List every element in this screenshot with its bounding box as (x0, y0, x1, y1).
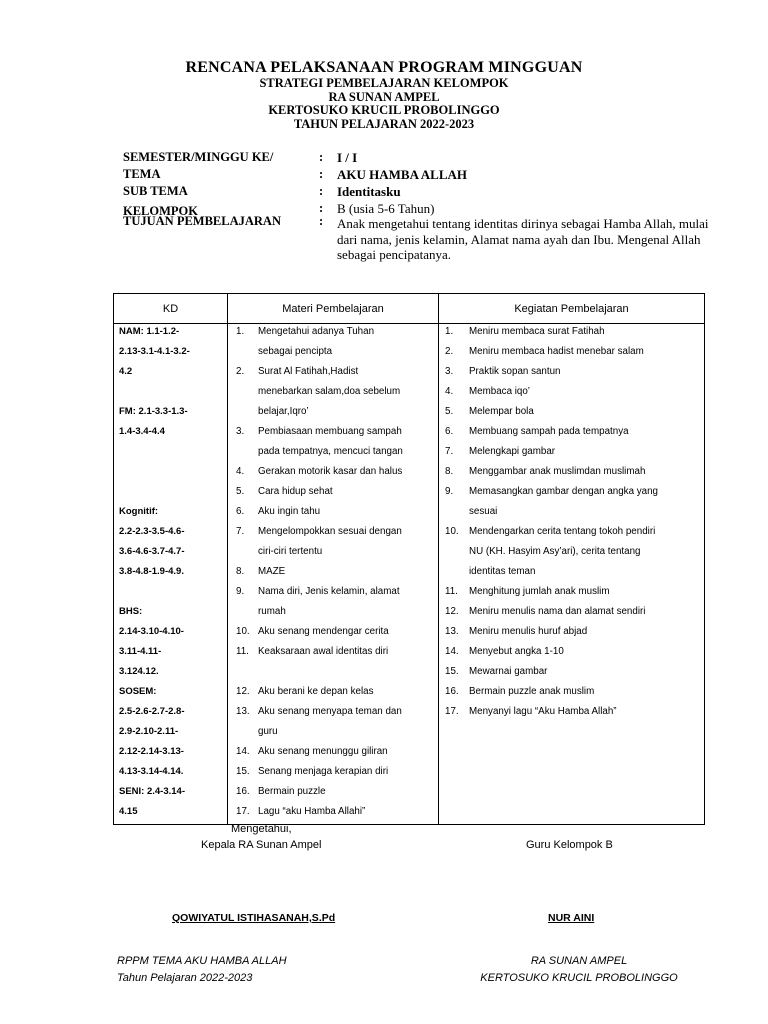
kegiatan-text: Membuang sampah pada tempatnya (469, 426, 629, 437)
header-kegiatan: Kegiatan Pembelajaran (439, 294, 705, 324)
kegiatan-number: 13. (445, 626, 459, 637)
materi-item (228, 724, 438, 744)
kd-line (114, 464, 227, 484)
kd-line: Kognitif: (119, 506, 159, 517)
kegiatan-item (439, 324, 704, 344)
materi-text: pada tempatnya, mencuci tangan (258, 446, 403, 457)
kd-line (114, 384, 227, 404)
kepala-title: Kepala RA Sunan Ampel (201, 839, 322, 851)
materi-item (228, 584, 438, 604)
footer-left-line-1: RPPM TEMA AKU HAMBA ALLAH (117, 955, 287, 967)
kd-line (114, 484, 227, 504)
materi-text: Aku ingin tahu (258, 506, 321, 517)
kegiatan-item (439, 564, 704, 584)
kegiatan-item (439, 504, 704, 524)
kd-line: 3.6-4.6-3.7-4.7- (119, 546, 185, 557)
kegiatan-item (439, 464, 704, 484)
materi-number: 16. (236, 786, 250, 797)
footer-right (480, 953, 678, 987)
kegiatan-item (439, 444, 704, 464)
kegiatan-item (439, 704, 704, 724)
footer-left (117, 953, 287, 987)
kegiatan-item (439, 544, 704, 564)
materi-item (228, 704, 438, 724)
kegiatan-item (439, 624, 704, 644)
kegiatan-number: 4. (445, 386, 454, 397)
kegiatan-item (439, 384, 704, 404)
tujuan-label: TUJUAN PEMBELAJARAN (123, 214, 281, 228)
kegiatan-text: Melempar bola (469, 406, 534, 417)
kelompok-value: B (usia 5-6 Tahun) (337, 201, 435, 216)
header-line-4: KERTOSUKO KRUCIL PROBOLINGGO (268, 103, 500, 117)
materi-item (228, 784, 438, 804)
kegiatan-text: Menyebut angka 1-10 (469, 646, 564, 657)
materi-item (228, 624, 438, 644)
materi-item (228, 644, 438, 664)
kegiatan-text: Meniru membaca surat Fatihah (469, 326, 605, 337)
kegiatan-number: 7. (445, 446, 454, 457)
materi-cell (228, 324, 439, 825)
kd-line: SENI: 2.4-3.14- (119, 786, 185, 797)
kegiatan-text: Menghitung jumlah anak muslim (469, 586, 610, 597)
kd-line: 3.8-4.8-1.9-4.9. (119, 566, 184, 577)
materi-text: Mengelompokkan sesuai dengan (258, 526, 402, 537)
materi-text: Pembiasaan membuang sampah (258, 426, 402, 437)
kegiatan-item (439, 664, 704, 684)
footer-right-line-2: KERTOSUKO KRUCIL PROBOLINGGO (480, 972, 678, 984)
subtema-value: Identitasku (337, 184, 401, 199)
kepala-name: QOWIYATUL ISTIHASANAH,S.Pd (172, 912, 336, 924)
materi-text: Aku senang menyapa teman dan (258, 706, 402, 717)
kegiatan-text: identitas teman (469, 566, 536, 577)
kegiatan-number: 2. (445, 346, 454, 357)
header-kd: KD (114, 294, 228, 324)
materi-text: Gerakan motorik kasar dan halus (258, 466, 403, 477)
materi-item (228, 364, 438, 384)
materi-number: 1. (236, 326, 245, 337)
materi-number: 10. (236, 626, 250, 637)
kegiatan-number: 17. (445, 706, 459, 717)
materi-text: Aku senang mendengar cerita (258, 626, 389, 637)
kegiatan-item (439, 344, 704, 364)
kd-line: 4.15 (119, 806, 138, 817)
kegiatan-item (439, 524, 704, 544)
tema-value: AKU HAMBA ALLAH (337, 167, 468, 182)
materi-item (228, 684, 438, 704)
materi-text: belajar,Iqro’ (258, 406, 309, 417)
document-title: RENCANA PELAKSANAAN PROGRAM MINGGUAN (185, 59, 583, 76)
materi-text: Surat Al Fatihah,Hadist (258, 366, 359, 377)
materi-text: Aku senang menunggu giliran (258, 746, 388, 757)
kegiatan-number: 1. (445, 326, 454, 337)
materi-text: menebarkan salam,doa sebelum (258, 386, 401, 397)
colon: : (319, 150, 324, 164)
materi-number: 11. (236, 646, 249, 657)
materi-item (228, 484, 438, 504)
semester-value: I / I (337, 150, 358, 165)
materi-text: Keaksaraan awal identitas diri (258, 646, 389, 657)
kegiatan-item (439, 424, 704, 444)
materi-item (228, 744, 438, 764)
kegiatan-number: 5. (445, 406, 454, 417)
kelompok-label: KELOMPOK (123, 204, 198, 218)
kegiatan-item (439, 484, 704, 504)
kd-line (114, 444, 227, 464)
footer-right-line-1: RA SUNAN AMPEL (530, 955, 628, 967)
kegiatan-text: Memasangkan gambar dengan angka yang (469, 486, 658, 497)
header-materi: Materi Pembelajaran (228, 294, 439, 324)
kegiatan-number: 11. (445, 586, 458, 597)
kd-line: 2.12-2.14-3.13- (119, 746, 184, 757)
materi-number: 17. (236, 806, 250, 817)
kegiatan-number: 14. (445, 646, 459, 657)
materi-text: sebagai pencipta (258, 346, 333, 357)
materi-text: Senang menjaga kerapian diri (258, 766, 389, 777)
kegiatan-text: Menyanyi lagu “Aku Hamba Allah” (469, 706, 617, 717)
footer-left-line-2: Tahun Pelajaran 2022-2023 (117, 972, 253, 984)
kd-line: 3.124.12. (119, 666, 159, 677)
kegiatan-cell (439, 324, 705, 825)
kd-line: 4.2 (119, 366, 133, 377)
materi-text: MAZE (258, 566, 286, 577)
subtema-label: SUB TEMA (123, 184, 188, 198)
kegiatan-item (439, 684, 704, 704)
subtema-row (123, 184, 723, 201)
kd-line: 2.5-2.6-2.7-2.8- (119, 706, 185, 717)
materi-number: 8. (236, 566, 245, 577)
kegiatan-text: sesuai (469, 506, 498, 517)
materi-text: guru (258, 726, 278, 737)
info-block (123, 150, 723, 264)
materi-number: 2. (236, 366, 245, 377)
kegiatan-text: NU (KH. Hasyim Asy’ari), cerita tentang (469, 546, 641, 557)
tema-label: TEMA (123, 167, 161, 181)
colon: : (319, 184, 324, 198)
colon: : (319, 167, 324, 181)
materi-number: 12. (236, 686, 250, 697)
kegiatan-number: 15. (445, 666, 459, 677)
materi-item (228, 384, 438, 404)
kegiatan-text: Melengkapi gambar (469, 446, 556, 457)
kd-line: 4.13-3.14-4.14. (119, 766, 184, 777)
semester-label: SEMESTER/MINGGU KE/ (123, 150, 274, 164)
materi-number: 3. (236, 426, 245, 437)
materi-item (228, 444, 438, 464)
materi-item (228, 604, 438, 624)
kegiatan-text: Praktik sopan santun (469, 366, 561, 377)
kegiatan-item (439, 584, 704, 604)
kegiatan-number: 9. (445, 486, 454, 497)
kd-line: 1.4-3.4-4.4 (119, 426, 165, 437)
materi-text: Aku berani ke depan kelas (258, 686, 374, 697)
header-line-5: TAHUN PELAJARAN 2022-2023 (293, 116, 475, 131)
kd-line: 2.14-3.10-4.10- (119, 626, 184, 637)
kd-line (114, 584, 227, 604)
materi-text: Nama diri, Jenis kelamin, alamat (258, 586, 400, 597)
materi-item (228, 504, 438, 524)
materi-number: 4. (236, 466, 245, 477)
kegiatan-text: Mewarnai gambar (469, 666, 548, 677)
semester-row (123, 150, 723, 167)
table-header-row (114, 294, 705, 324)
kegiatan-number: 6. (445, 426, 454, 437)
materi-item (228, 544, 438, 564)
header-line-3: RA SUNAN AMPEL (328, 89, 440, 104)
table-row (114, 324, 705, 825)
materi-number: 9. (236, 586, 245, 597)
kd-line: FM: 2.1-3.3-1.3- (119, 406, 188, 417)
kd-line: BHS: (119, 606, 143, 617)
colon: : (319, 201, 324, 215)
materi-number: 14. (236, 746, 250, 757)
materi-item (228, 804, 438, 824)
kegiatan-text: Meniru menulis nama dan alamat sendiri (469, 606, 646, 617)
guru-name: NUR AINI (548, 912, 595, 924)
kegiatan-text: Bermain puzzle anak muslim (469, 686, 595, 697)
kegiatan-text: Meniru menulis huruf abjad (469, 626, 588, 637)
materi-number: 6. (236, 506, 245, 517)
materi-text: Mengetahui adanya Tuhan (258, 326, 375, 337)
mengetahui-label: Mengetahui, (231, 823, 292, 835)
tujuan-value: Anak mengetahui tentang identitas dirinya sebagai Hamba Allah, mulai dari nama, jenis kelamin, Alamat nama ayah dan Ibu. Mengenal Allah sebagai pencipatanya. (337, 216, 709, 262)
kd-line: 3.11-4.11- (119, 646, 162, 657)
kd-line: SOSEM: (119, 686, 157, 697)
kd-line: 2.2-2.3-3.5-4.6- (119, 526, 185, 537)
kegiatan-text: Membaca iqo’ (469, 386, 530, 397)
tujuan-row (123, 214, 723, 264)
kegiatan-number: 16. (445, 686, 459, 697)
kd-line: 2.9-2.10-2.11- (119, 726, 179, 737)
materi-number: 7. (236, 526, 245, 537)
materi-text: ciri-ciri tertentu (258, 546, 323, 557)
materi-number: 15. (236, 766, 250, 777)
kd-line: 2.13-3.1-4.1-3.2- (119, 346, 190, 357)
kegiatan-number: 12. (445, 606, 459, 617)
materi-item (228, 424, 438, 444)
materi-number: 13. (236, 706, 250, 717)
materi-number: 5. (236, 486, 245, 497)
header-line-2: STRATEGI PEMBELAJARAN KELOMPOK (259, 76, 509, 90)
materi-item (228, 664, 438, 684)
colon: : (319, 214, 324, 228)
kegiatan-text: Menggambar anak muslimdan muslimah (469, 466, 646, 477)
learning-table (113, 293, 705, 825)
materi-item (228, 344, 438, 364)
kegiatan-item (439, 364, 704, 384)
kegiatan-number: 8. (445, 466, 454, 477)
tema-row (123, 167, 723, 184)
materi-item (228, 324, 438, 344)
materi-item (228, 764, 438, 784)
kegiatan-number: 10. (445, 526, 459, 537)
materi-item (228, 404, 438, 424)
materi-item (228, 524, 438, 544)
kd-cell (114, 324, 228, 825)
materi-text: Bermain puzzle (258, 786, 326, 797)
kd-line: NAM: 1.1-1.2- (119, 326, 180, 337)
kegiatan-text: Mendengarkan cerita tentang tokoh pendiri (469, 526, 656, 537)
materi-item (228, 464, 438, 484)
materi-text: Cara hidup sehat (258, 486, 333, 497)
kegiatan-item (439, 644, 704, 664)
materi-text: Lagu “aku Hamba Allahi” (258, 806, 366, 817)
kegiatan-number: 3. (445, 366, 454, 377)
kegiatan-item (439, 404, 704, 424)
guru-title: Guru Kelompok B (526, 839, 613, 851)
materi-text: rumah (258, 606, 286, 617)
document-header (0, 59, 768, 131)
materi-item (228, 564, 438, 584)
kegiatan-item (439, 604, 704, 624)
kelompok-row (123, 201, 723, 218)
kegiatan-text: Meniru membaca hadist menebar salam (469, 346, 644, 357)
